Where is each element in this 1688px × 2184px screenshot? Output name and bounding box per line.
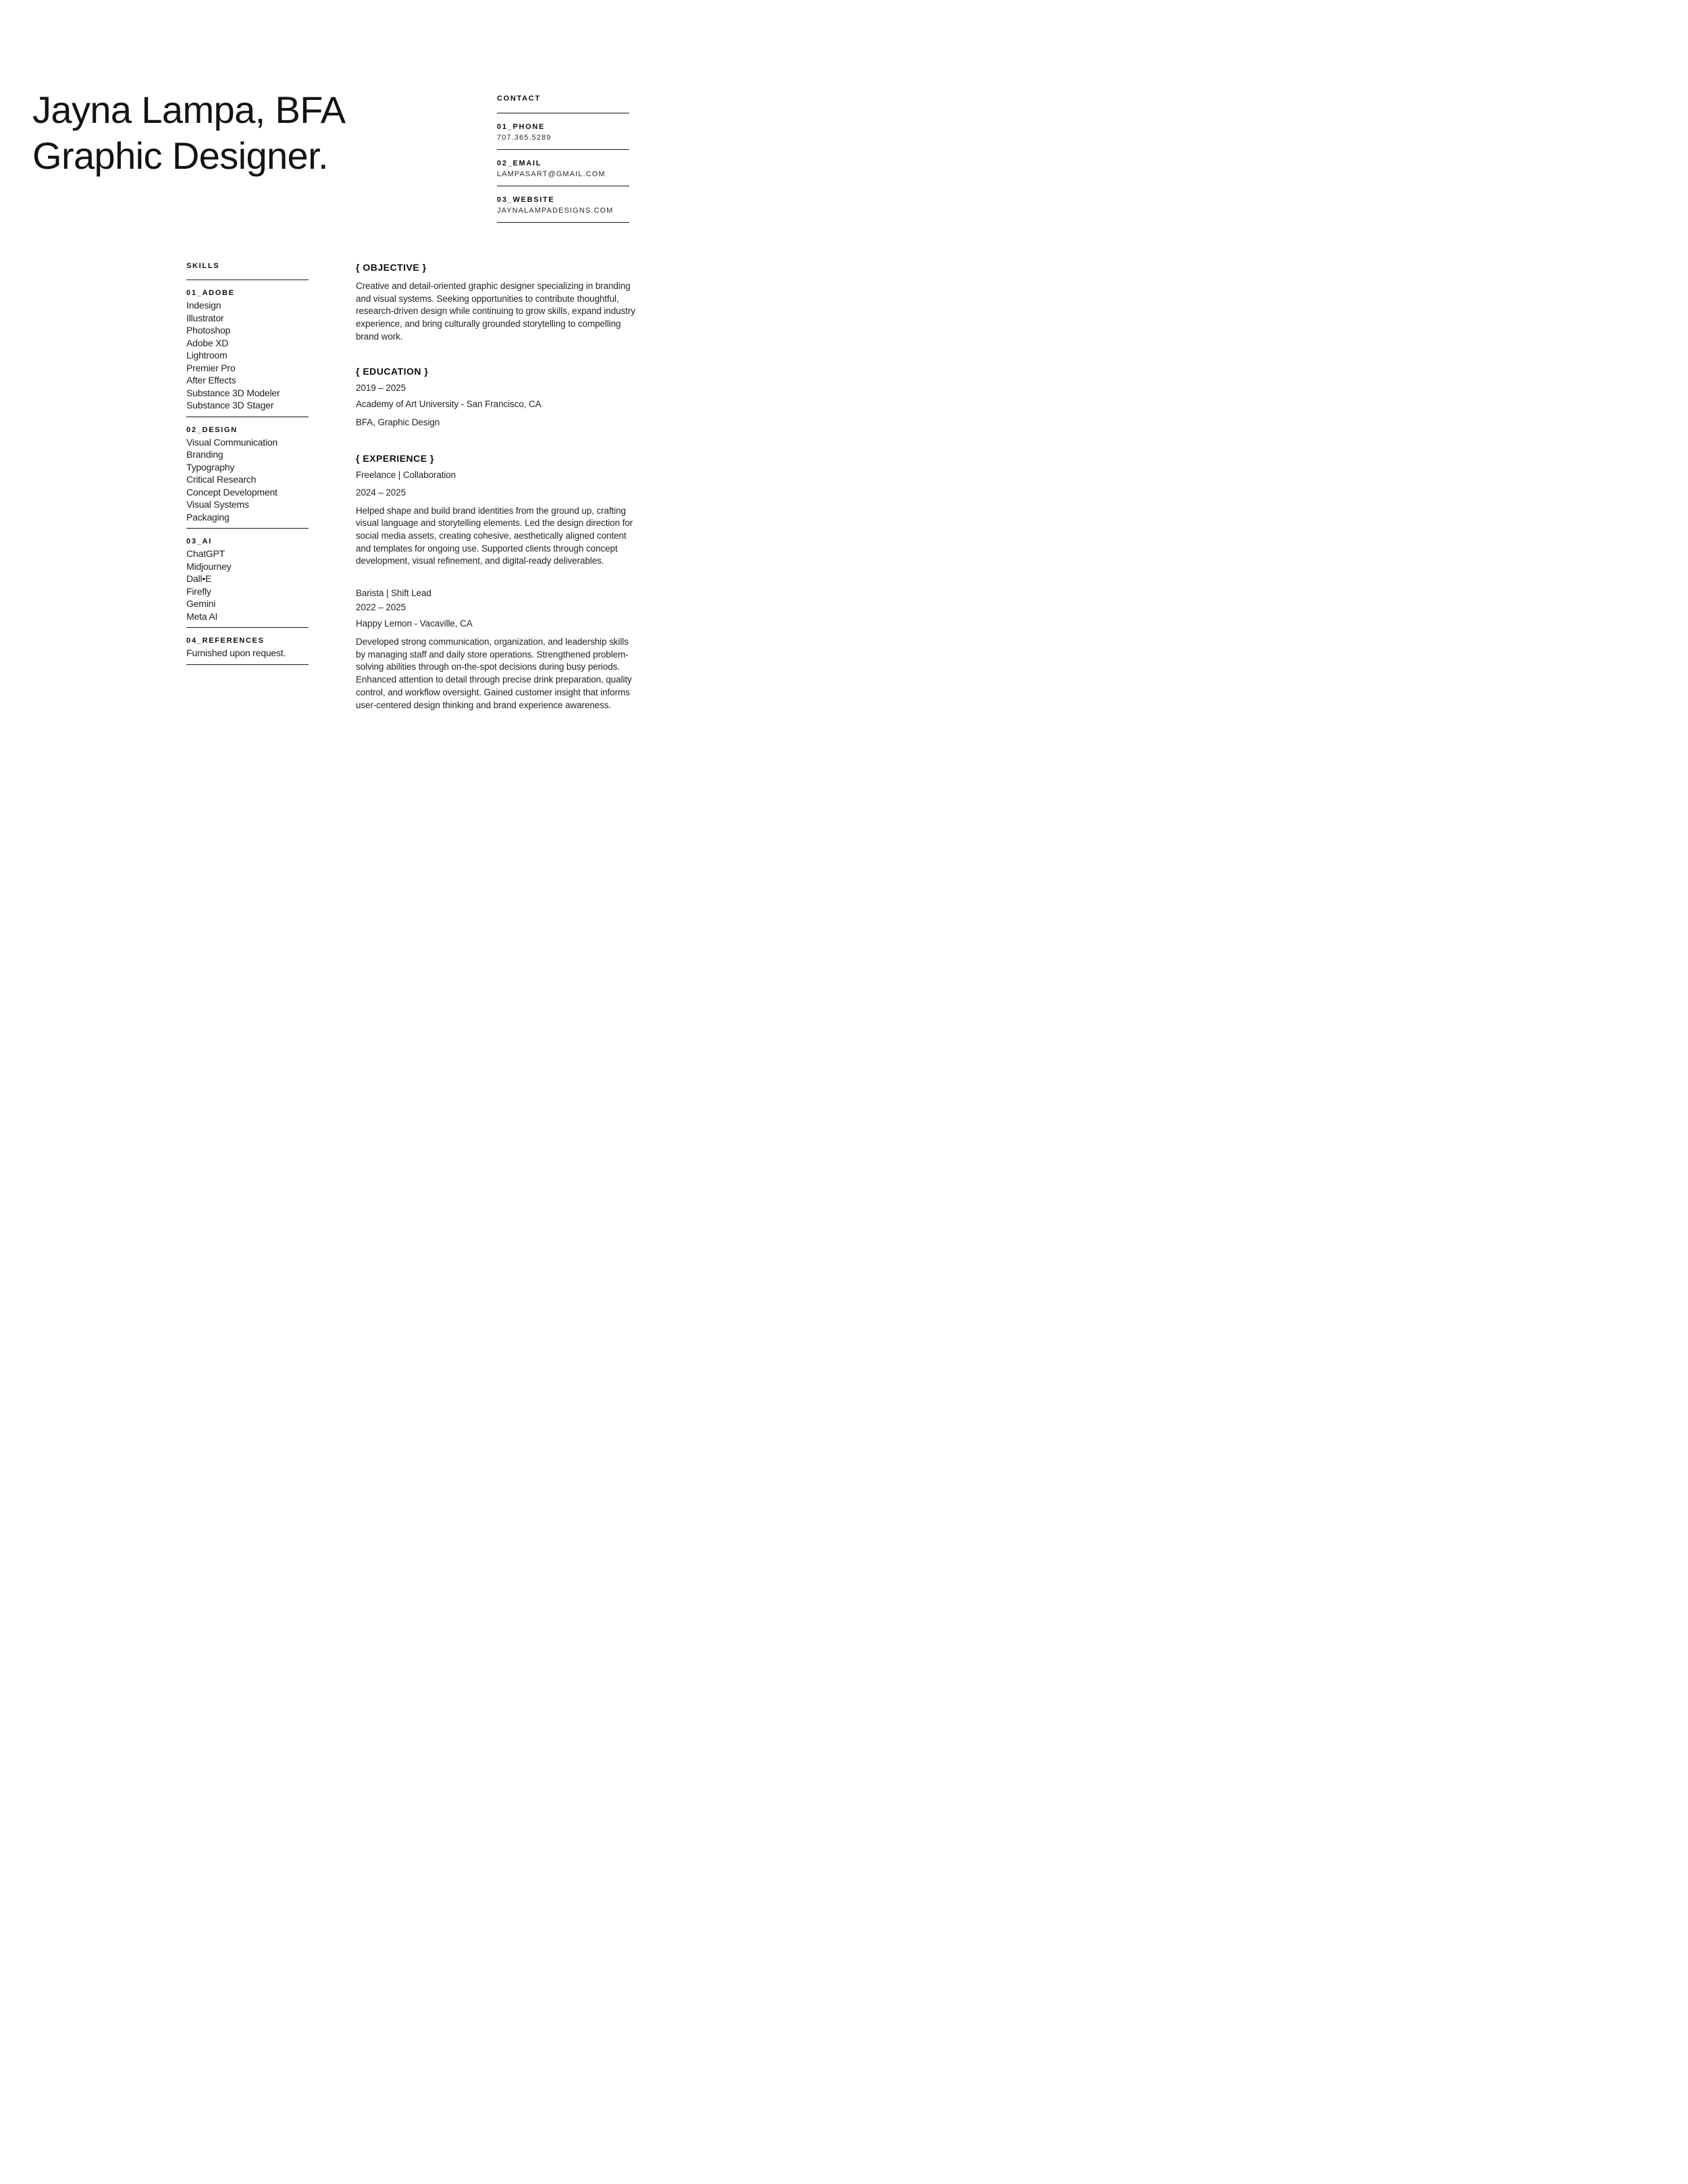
website-value: JAYNALAMPADESIGNS.COM xyxy=(497,207,614,215)
job-description: Helped shape and build brand identities from the ground up, crafting visual language and storytelling elements. Led the design direction for social media assets, creating cohesive, aesthetically aligned content and templates for ongoing use. Supported clients through concept development, visual refinement, and digital-ready deliverables. xyxy=(356,505,633,566)
skill-item: Critical Research xyxy=(186,474,257,485)
experience-heading: { EXPERIENCE } xyxy=(356,452,434,464)
skills-group-list xyxy=(186,299,309,412)
skills-group-label: 02_DESIGN xyxy=(186,425,238,434)
skill-item: Typography xyxy=(186,461,235,473)
skill-item: Branding xyxy=(186,449,223,460)
skills-group-list xyxy=(186,436,309,524)
divider xyxy=(186,528,309,529)
skill-item: Visual Systems xyxy=(186,499,249,510)
job-location: Happy Lemon - Vacaville, CA xyxy=(356,618,473,629)
contact-item-label: 03_WEBSITE xyxy=(497,196,555,204)
job-description: Developed strong communication, organization, and leadership skills by managing staff and daily store operations. Strengthened problem-solving abilities through on-the-spot decisions during busy periods. Enhanced attention to detail through precise drink preparation, quality control, and workflow oversight. Gained customer insight that informs user-centered design thinking and brand experience awareness. xyxy=(356,637,632,710)
contact-heading: CONTACT xyxy=(497,95,541,103)
skill-item: Lightroom xyxy=(186,350,228,361)
phone-value: 707.365.5289 xyxy=(497,134,552,142)
skill-item: Adobe XD xyxy=(186,337,229,348)
education-heading: { EDUCATION } xyxy=(356,365,429,377)
divider xyxy=(497,149,629,150)
skills-group-label: 04_REFERENCES xyxy=(186,637,265,645)
skill-item: Photoshop xyxy=(186,325,231,336)
job-title: Freelance | Collaboration xyxy=(356,469,456,480)
skills-group-label: 03_AI xyxy=(186,537,212,545)
divider xyxy=(497,222,629,223)
skill-item: Packaging xyxy=(186,511,230,523)
divider xyxy=(186,664,309,665)
contact-item-label: 01_PHONE xyxy=(497,123,546,131)
skills-group-list xyxy=(186,647,309,660)
skill-item: Furnished upon request. xyxy=(186,647,286,658)
contact-item-label: 02_EMAIL xyxy=(497,159,542,167)
skill-item: Dall•E xyxy=(186,573,212,584)
email-value: LAMPASART@GMAIL.COM xyxy=(497,170,606,178)
skill-item: Gemini xyxy=(186,598,216,609)
skill-item: Premier Pro xyxy=(186,362,236,373)
main-column xyxy=(356,262,636,712)
skill-item: Illustrator xyxy=(186,312,224,323)
skill-item: Substance 3D Stager xyxy=(186,400,274,410)
title-name-line: Jayna Lampa, BFA xyxy=(32,88,346,131)
skill-item: Concept Development xyxy=(186,486,278,498)
divider xyxy=(186,279,309,280)
skills-group-label: 01_ADOBE xyxy=(186,289,235,297)
skills-group-list xyxy=(186,548,309,622)
job-title: Barista | Shift Lead xyxy=(356,588,431,599)
resume-page xyxy=(0,0,675,874)
skill-item: Visual Communication xyxy=(186,436,278,448)
contact-section xyxy=(497,94,629,223)
objective-heading: { OBJECTIVE } xyxy=(356,262,427,273)
skill-item: ChatGPT xyxy=(186,548,225,559)
skills-section xyxy=(186,261,309,665)
education-school: Academy of Art University - San Francisco, CA xyxy=(356,398,542,409)
education-years: 2019 – 2025 xyxy=(356,382,406,393)
title-role-line: Graphic Designer. xyxy=(32,134,329,177)
education-degree: BFA, Graphic Design xyxy=(356,417,440,427)
job-years: 2024 – 2025 xyxy=(356,487,406,498)
skill-item: Meta AI xyxy=(186,610,218,622)
page-title xyxy=(32,87,346,178)
job-years: 2022 – 2025 xyxy=(356,602,406,613)
skill-item: Indesign xyxy=(186,300,221,311)
skill-item: Firefly xyxy=(186,585,211,597)
objective-body: Creative and detail-oriented graphic designer specializing in branding and visual systems. Seeking opportunities to contribute thoughtful, research-driven design while continuing to grow skills, expand industry experience, and bring culturally grounded storytelling to compelling brand work. xyxy=(356,281,635,342)
divider xyxy=(186,627,309,628)
skill-item: Midjourney xyxy=(186,560,232,572)
skills-heading: SKILLS xyxy=(186,262,220,270)
skill-item: Substance 3D Modeler xyxy=(186,387,280,398)
skill-item: After Effects xyxy=(186,375,236,385)
